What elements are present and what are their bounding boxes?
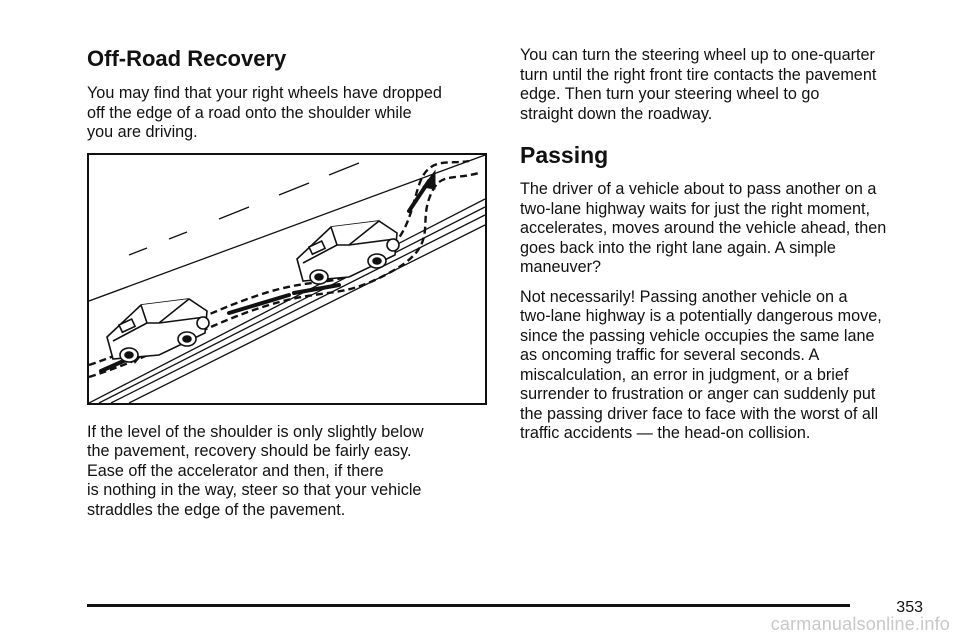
steering-paragraph [520, 46, 930, 124]
line: you are driving. [87, 123, 198, 141]
line: off the edge of a road onto the shoulder while [87, 103, 412, 122]
line: You can turn the steering wheel up to one-quarter [520, 46, 875, 64]
intro-paragraph [87, 84, 492, 143]
line: straight down the roadway. [520, 104, 713, 123]
line: the pavement, recovery should be fairly easy. [87, 442, 412, 460]
page-number: 353 [896, 599, 923, 616]
pickup-truck-1 [107, 299, 209, 362]
line: edge. Then turn your steering wheel to go [520, 85, 820, 103]
line: accelerates, moves around the vehicle ahead, then [520, 219, 887, 237]
line: turn until the right front tire contacts the pavement [520, 65, 877, 84]
line: Not necessarily! Passing another vehicle on a [520, 287, 848, 306]
line: two-lane highway waits for just the right moment, [520, 199, 870, 218]
line: the passing driver face to face with the worst of all [520, 404, 879, 423]
line: Ease off the accelerator and then, if there [87, 461, 384, 480]
watermark: carmanualsonline.info [770, 614, 950, 634]
line: since the passing vehicle occupies the same lane [520, 326, 875, 345]
off-road-recovery-illustration [87, 153, 487, 405]
line: as oncoming traffic for several seconds. A [520, 346, 820, 364]
line: traffic accidents — the head-on collision. [520, 424, 811, 442]
footer-rule [87, 604, 850, 607]
line: two-lane highway is a potentially dangerous move, [520, 307, 882, 325]
passing-heading: Passing [520, 142, 609, 168]
line: The driver of a vehicle about to pass another on a [520, 180, 877, 198]
line: straddles the edge of the pavement. [87, 500, 346, 519]
road-scene-svg [89, 155, 485, 403]
line: is nothing in the way, steer so that your vehicle [87, 481, 422, 499]
line: If the level of the shoulder is only slightly below [87, 422, 424, 441]
line: surrender to frustration or anger can suddenly put [520, 385, 876, 403]
line: maneuver? [520, 258, 601, 276]
right-column [520, 46, 930, 454]
passing-paragraph-2 [520, 288, 930, 444]
off-road-recovery-heading: Off-Road Recovery [87, 46, 287, 71]
line: You may find that your right wheels have dropped [87, 84, 442, 102]
left-column [87, 40, 492, 530]
passing-paragraph-1 [520, 180, 930, 278]
recovery-paragraph [87, 423, 492, 521]
line: goes back into the right lane again. A simple [520, 238, 836, 257]
line: miscalculation, an error in judgment, or a brief [520, 365, 849, 384]
